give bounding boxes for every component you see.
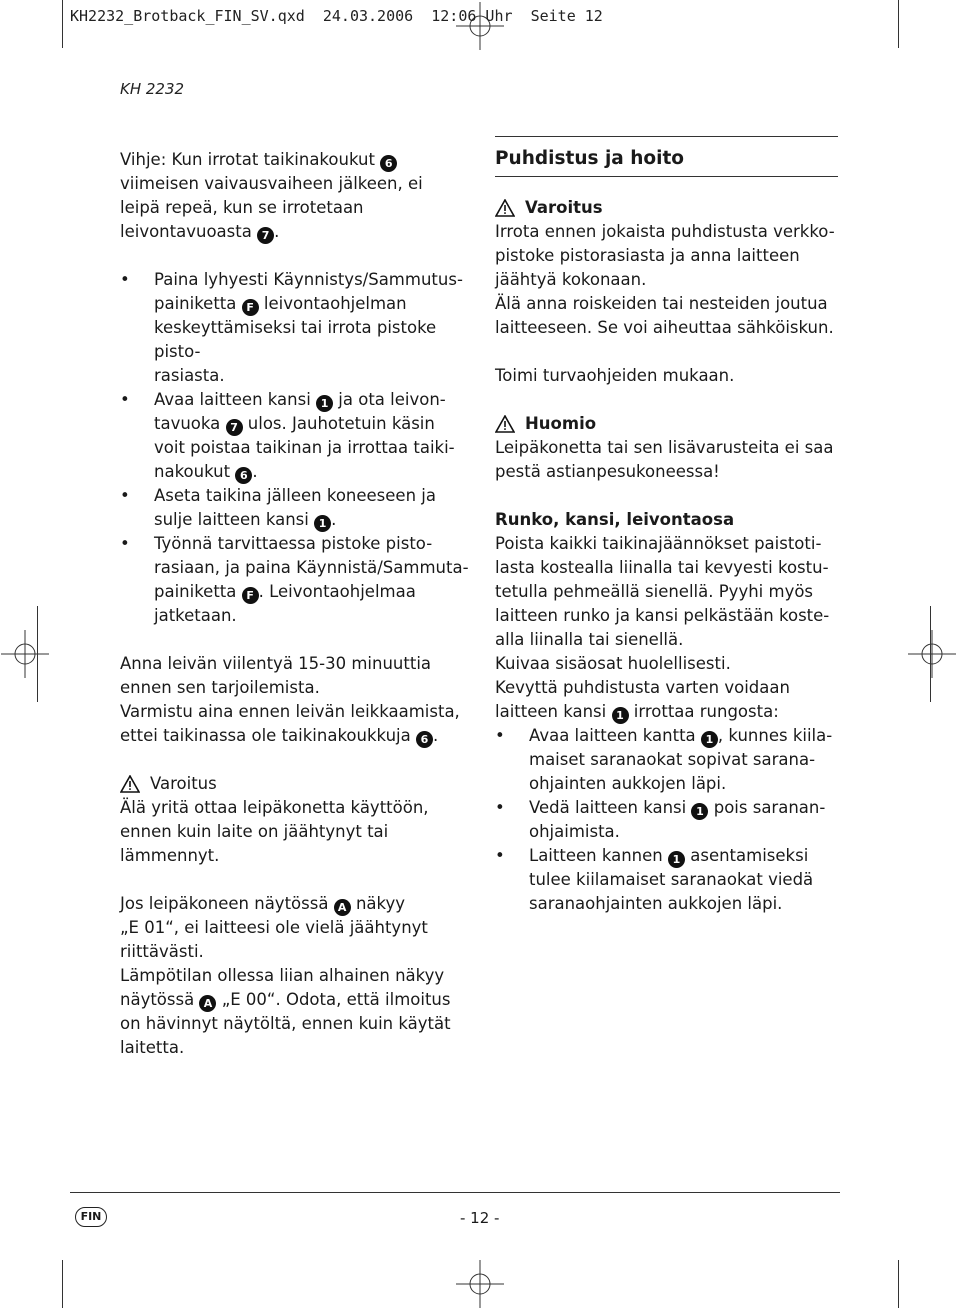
crop-mark — [37, 606, 38, 702]
ref-marker: 6 — [380, 155, 397, 172]
model-number: KH 2232 — [120, 80, 185, 98]
warning-text: Älä yritä ottaa leipäkonetta käyttöön, ennen kuin laite on jäähtynyt tai lämmennyt. — [120, 798, 429, 865]
list-item: • Aseta taikina jälleen koneeseen ja sulje laitteen kansi 1 . — [120, 484, 470, 532]
ref-marker: A — [334, 899, 351, 916]
warning-text: Irrota ennen jokaista puhdistusta verkko- pistoke pistorasiasta ja anna laitteen jäähtyä kokonaan. Älä anna roiskeiden tai nesteiden joutua laitteeseen. Se voi aiheuttaa sähköiskun. — [495, 222, 835, 337]
list-item: • Työnnä tarvittaessa pistoke pisto- rasiaan, ja paina Käynnistä/Sammuta- painiketta F . Leivontaohjelmaa jatketaan. — [120, 532, 470, 628]
warning-heading: Varoitus — [120, 772, 470, 796]
crop-mark — [62, 0, 63, 48]
section-rule — [495, 136, 838, 137]
warning-triangle-icon — [495, 415, 515, 433]
warning-triangle-icon — [495, 199, 515, 217]
right-column — [495, 196, 840, 916]
section-rule — [495, 176, 838, 177]
ref-marker: 7 — [257, 227, 274, 244]
page-number: - 12 - — [460, 1209, 500, 1227]
hint-label: Vihje: — [120, 150, 167, 169]
list-item: • Avaa laitteen kantta 1 , kunnes kiila- maiset saranaokat sopivat sarana- ohjainten aukkojen läpi. — [495, 724, 840, 796]
ref-marker: 1 — [316, 395, 333, 412]
warning-triangle-icon — [120, 775, 140, 793]
list-item: • Paina lyhyesti Käynnistys/Sammutus- painiketta F leivontaohjelman keskeyttämiseksi tai irrota pistoke pisto- rasiasta. — [120, 268, 470, 388]
note-text: Leipäkonetta tai sen lisävarusteita ei saa pestä astianpesukoneessa! — [495, 438, 834, 481]
body-paragraph: Poista kaikki taikinajäännökset paistoti- lasta kostealla liinalla tai kevyesti kostu- tetulla pehmeällä sienellä. Pyyhi myös laitteen runko ja kansi pelkästään koste- alla liinalla tai sienellä. Kuivaa sisäosat huolellisesti. Kevyttä puhdistusta varten voidaan laitteen kansi 1 irrottaa rungosta: — [495, 534, 830, 722]
list-item: • Vedä laitteen kansi 1 pois saranan- ohjaimista. — [495, 796, 840, 844]
ref-marker: 6 — [416, 731, 433, 748]
left-column — [120, 148, 470, 1060]
crop-mark — [898, 0, 899, 48]
crop-mark — [62, 1260, 63, 1308]
list-item: • Avaa laitteen kansi 1 ja ota leivon- tavuoka 7 ulos. Jauhotetuin käsin voit poistaa taikinan ja irrottaa taiki- nakoukut 6 . — [120, 388, 470, 484]
subsection-title: Runko, kansi, leivontaosa — [495, 510, 735, 529]
ref-marker: 7 — [226, 419, 243, 436]
ref-marker: 1 — [612, 707, 629, 724]
crop-mark — [898, 1260, 899, 1308]
ref-marker: F — [242, 587, 259, 604]
print-file-header: KH2232_Brotback_FIN_SV.qxd 24.03.2006 12:06 Uhr Seite 12 — [70, 7, 603, 25]
section-title: Puhdistus ja hoito — [495, 148, 685, 169]
ref-marker: 1 — [668, 851, 685, 868]
warning-heading: Varoitus — [495, 196, 840, 220]
registration-mark — [456, 1260, 504, 1308]
safety-line: Toimi turvaohjeiden mukaan. — [495, 366, 735, 385]
registration-mark — [1, 630, 49, 678]
ref-marker: 1 — [701, 731, 718, 748]
ref-marker: F — [242, 299, 259, 316]
note-heading: Huomio — [495, 412, 840, 436]
ref-marker: 1 — [314, 515, 331, 532]
ref-marker: 6 — [235, 467, 252, 484]
registration-mark — [908, 630, 956, 678]
cooling-paragraph: Anna leivän viilentyä 15-30 minuuttia ennen sen tarjoilemista. Varmistu aina ennen leivän leikkaamista, ettei taikinassa ole taikinakoukkuja 6 . — [120, 654, 460, 746]
crop-mark — [930, 606, 931, 702]
language-badge: FIN — [75, 1207, 107, 1227]
footer-rule — [70, 1192, 840, 1193]
display-paragraph: Jos leipäkoneen näytössä A näkyy „E 01“, ei laitteesi ole vielä jäähtynyt riittävästi. Lämpötilan ollessa liian alhainen näkyy näytössä A „E 00“. Odota, että ilmoitus on hävinnyt näytöltä, ennen kuin käytät laitetta. — [120, 894, 451, 1057]
list-item: • Laitteen kannen 1 asentamiseksi tulee kiilamaiset saranaokat viedä saranaohjainten aukkojen läpi. — [495, 844, 840, 916]
hint-paragraph: Vihje: Kun irrotat taikinakoukut 6 viimeisen vaivausvaiheen jälkeen, ei leipä repeä, kun se irrotetaan leivontavuoasta 7 . — [120, 150, 423, 242]
ref-marker: 1 — [691, 803, 708, 820]
ref-marker: A — [199, 995, 216, 1012]
